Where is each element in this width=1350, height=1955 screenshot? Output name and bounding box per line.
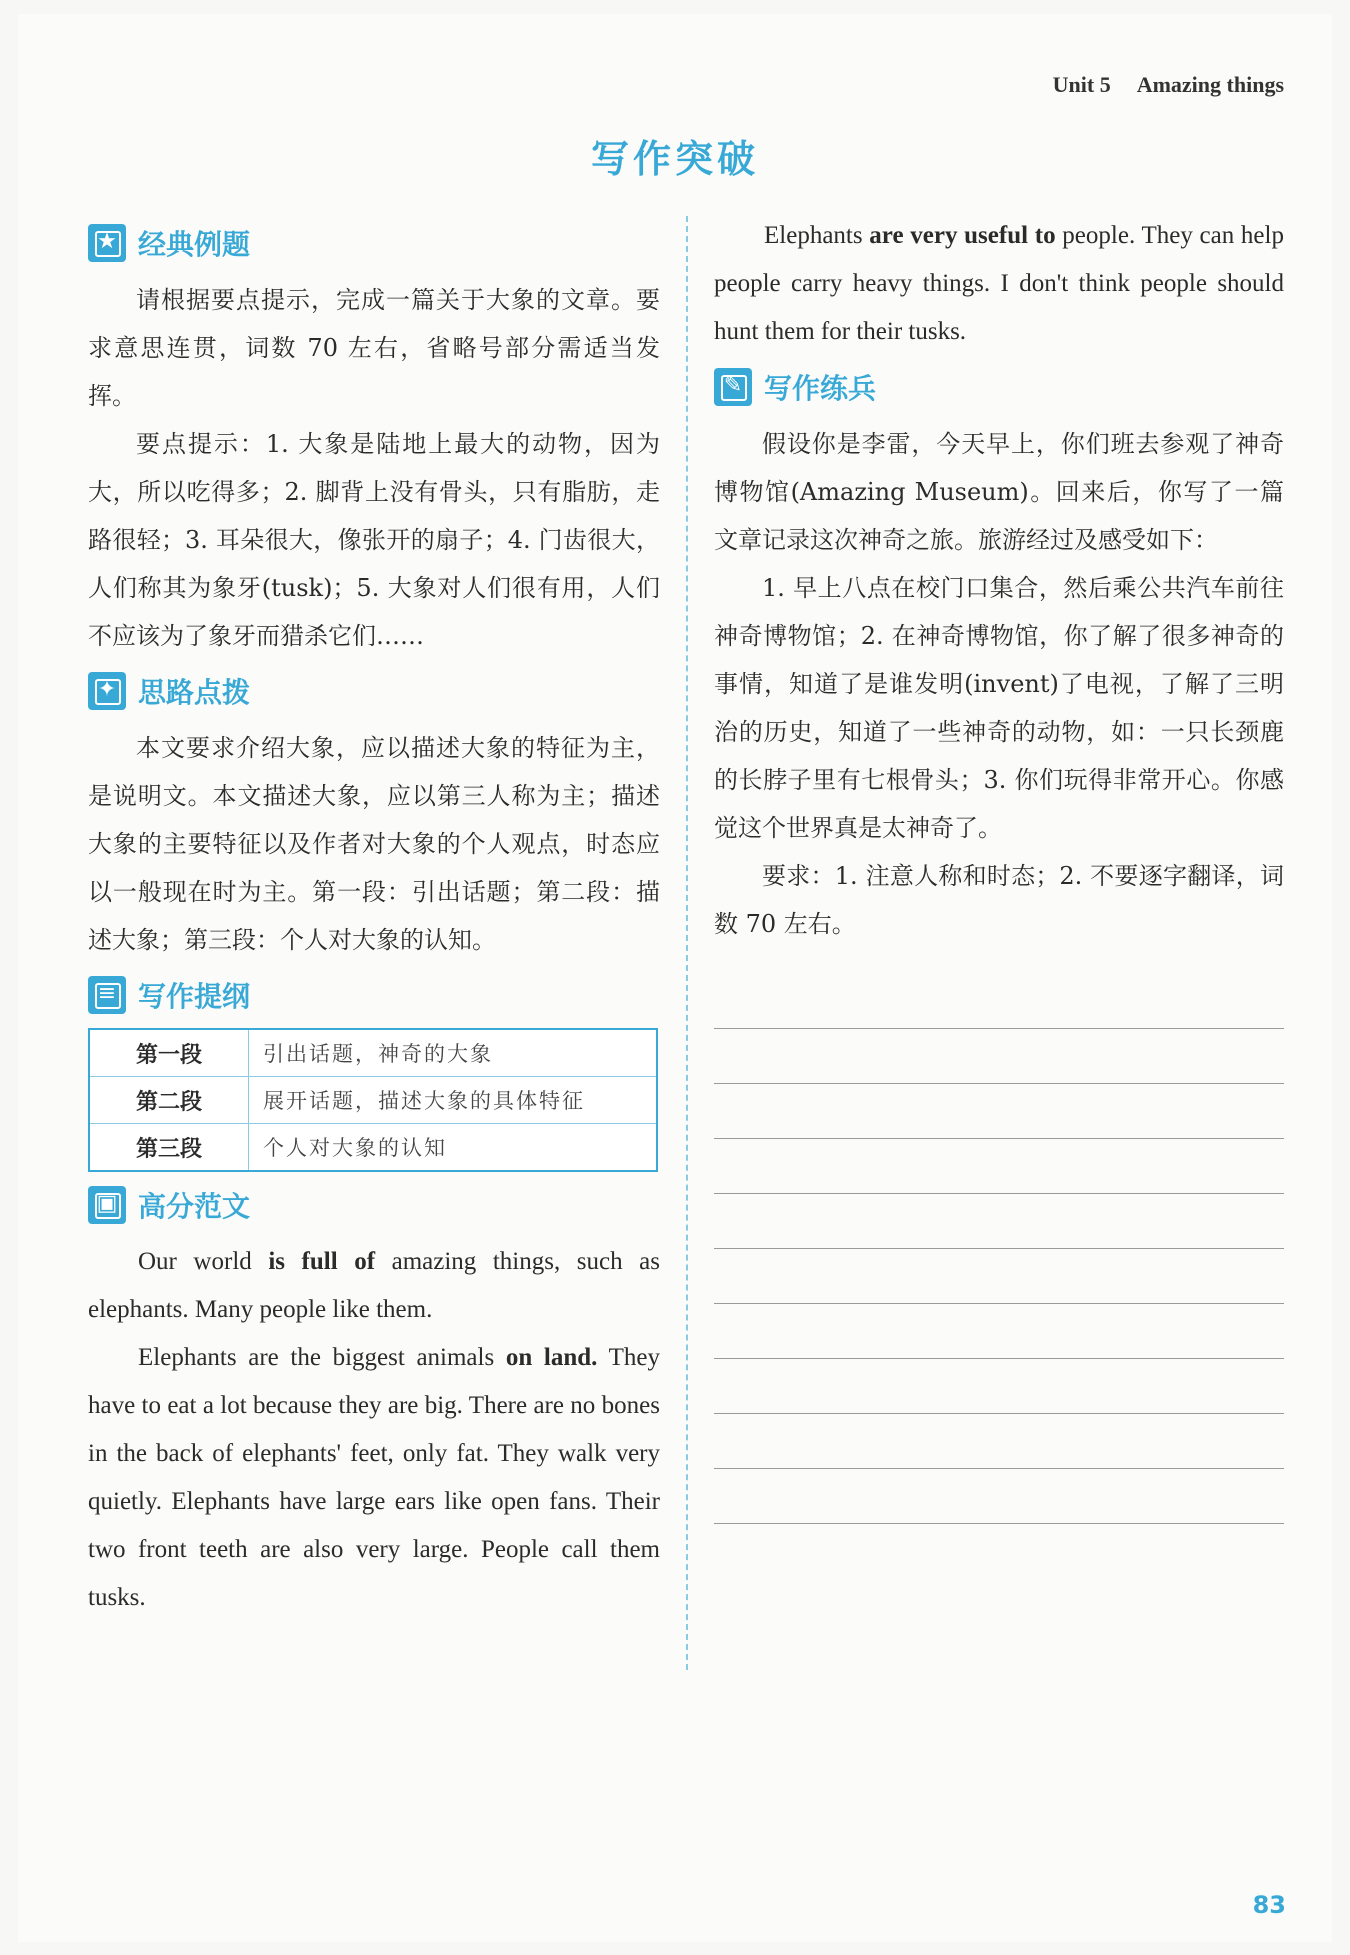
idea-paragraph: 本文要求介绍大象，应以描述大象的特征为主，是说明文。本文描述大象，应以第三人称为主；描述大象的主要特征以及作者对大象的个人观点，时态应以一般现在时为主。第一段：引出话题；第二段：描述大象；第三段：个人对大象的认知。 [88,734,660,954]
section-header-practice [714,364,1284,410]
writing-line[interactable] [714,1469,1284,1524]
example-paragraph: 请根据要点提示，完成一篇关于大象的文章。要求意思连贯，词数 70 左右，省略号部分需适当发挥。 [88,286,660,410]
outline-table [88,1028,658,1172]
table-row [89,1077,657,1124]
model-paragraph-3 [714,212,1284,356]
section-title: 高分范文 [138,1190,251,1223]
writing-line[interactable] [714,1139,1284,1194]
text-run: Elephants [764,222,870,249]
lightbulb-icon: ✦ [88,672,126,710]
text-run: They have to eat a lot because they are big. There are no bones in the back of elephants' feet, only fat. They walk very quietly. Elephants have large ears like open fans. Their two front teeth are also very large. People call them tusks. [88,1344,660,1611]
section-header-outline [88,972,660,1018]
writing-line[interactable] [714,1084,1284,1139]
outline-key: 第一段 [89,1029,249,1077]
unit-title: Amazing things [1136,72,1284,97]
writing-line[interactable] [714,1029,1284,1084]
model-paragraph-2 [88,1334,660,1622]
document-icon: ▣ [88,1186,126,1224]
writing-line[interactable] [714,1414,1284,1469]
section-title: 经典例题 [138,228,251,261]
key-phrase: are very useful to [869,222,1056,249]
page-number: 83 [1252,1891,1286,1919]
table-row [89,1029,657,1077]
pencil-icon: ✎ [714,368,752,406]
key-phrase: on land. [505,1344,598,1371]
model-paragraph-1 [88,1238,660,1334]
table-row [89,1124,657,1172]
text-run: Our world [138,1248,269,1275]
practice-points: 1. 早上八点在校门口集合，然后乘公共汽车前往神奇博物馆；2. 在神奇博物馆，你了解了很多神奇的事情，知道了是谁发明(invent)了电视，了解了三明治的历史，知道了一些神奇的动物，如：一只长颈鹿的长脖子里有七根骨头；3. 你们玩得非常开心。你感觉这个世界真是太神奇了。 [714,574,1284,842]
key-phrase: is full of [268,1248,376,1275]
writing-line[interactable] [714,1249,1284,1304]
writing-line[interactable] [714,1194,1284,1249]
outline-value: 引出话题，神奇的大象 [249,1029,658,1077]
running-head [1053,72,1284,98]
section-title: 思路点拨 [138,676,251,709]
section-header-model [88,1182,660,1228]
column-divider [686,216,688,1670]
outline-value: 个人对大象的认知 [263,1136,447,1160]
unit-label: Unit 5 [1052,72,1111,97]
practice-requirements: 要求：1. 注意人称和时态；2. 不要逐字翻译，词数 70 左右。 [714,862,1284,938]
writing-line[interactable] [714,1304,1284,1359]
writing-line[interactable] [714,974,1284,1029]
text-run: amazing things, such as elephants. Many people like them. [88,1248,660,1323]
outline-key: 第二段 [89,1077,249,1124]
section-title: 写作练兵 [764,372,877,405]
left-column [88,212,660,1622]
writing-line[interactable] [714,1359,1284,1414]
text-run: Elephants are the biggest animals [138,1344,506,1371]
page-title: 写作突破 [590,137,759,181]
practice-paragraph: 假设你是李雷，今天早上，你们班去参观了神奇博物馆(Amazing Museum)。回来后，你写了一篇文章记录这次神奇之旅。旅游经过及感受如下： [714,430,1284,554]
section-header-example [88,220,660,266]
star-icon: ★ [88,224,126,262]
text-run: people. They can help people carry heavy things. I don't think people should hunt them for their tusks. [714,222,1284,345]
section-title: 写作提纲 [138,980,251,1013]
outline-key: 第三段 [89,1124,249,1172]
writing-area[interactable] [714,974,1284,1524]
example-hints: 要点提示：1. 大象是陆地上最大的动物，因为大，所以吃得多；2. 脚背上没有骨头，只有脂肪，走路很轻；3. 耳朵很大，像张开的扇子；4. 门齿很大，人们称其为象牙(tusk)；5. 大象对人们很有用，人们不应该为了象牙而猎杀它们…… [88,430,660,650]
outline-value: 展开话题，描述大象的具体特征 [249,1077,658,1124]
section-header-idea [88,668,660,714]
outline-icon: ≡ [88,976,126,1014]
right-column [714,212,1284,1524]
